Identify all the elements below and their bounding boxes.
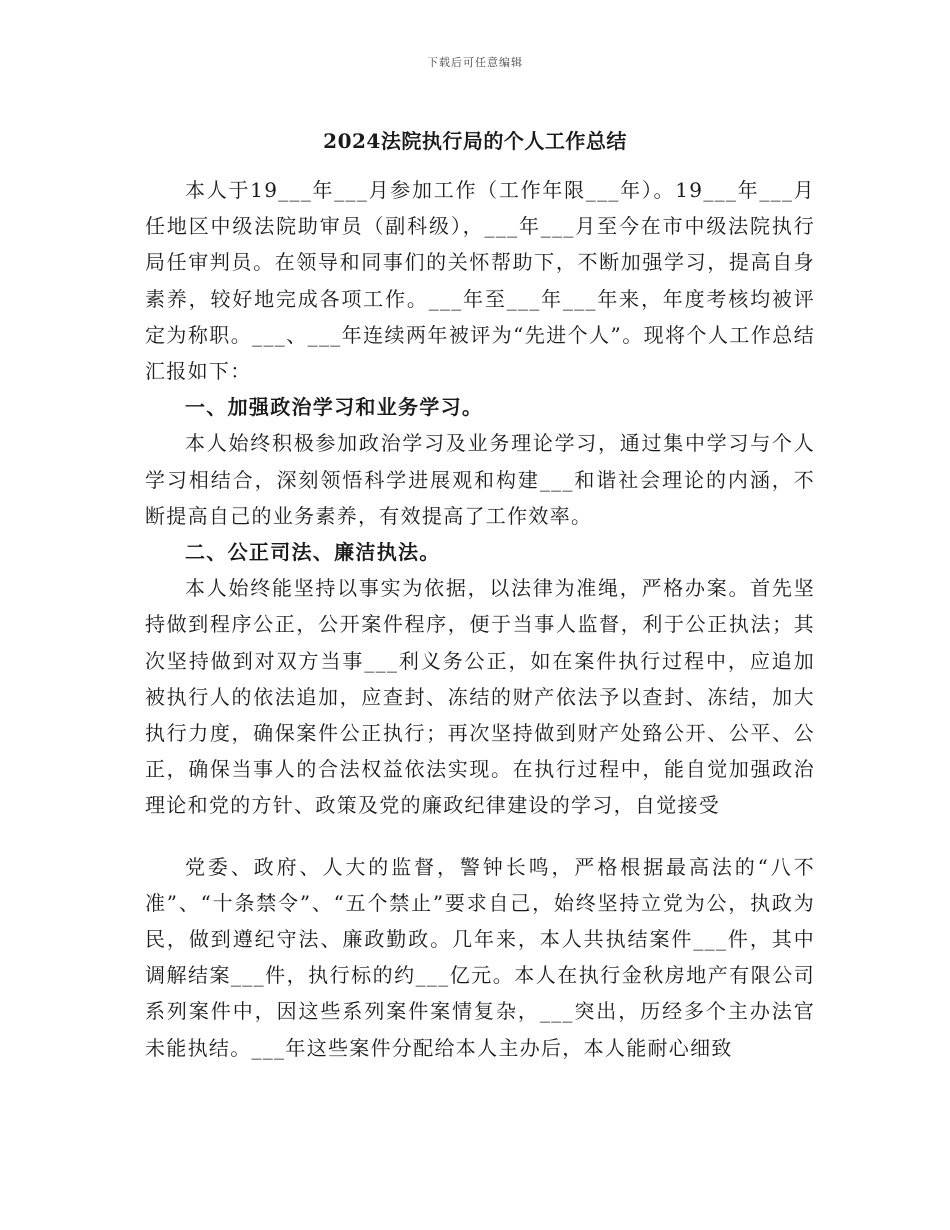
paragraph-intro: 本人于19___年___月参加工作（工作年限___年）。19___年___月任地区中级法院助审员（副科级），___年___月至今在市中级法院执行局任审判员。在领导和同事们的关怀帮助下，不断加强学习，提高自身素养，较好地完成各项工作。___年至___年___年来，年度考核均被评定为称职。___、___年连续两年被评为“先进个人”。现将个人工作总结汇报如下： (145, 178, 815, 384)
paragraph-justice: 本人始终能坚持以事实为依据，以法律为准绳，严格办案。首先坚持做到程序公正，公开案件程序，便于当事人监督，利于公正执法；其次坚持做到对双方当事___利义务公正，如在案件执行过程中，应追加被执行人的依法追加，应查封、冻结的财产依法予以查封、冻结，加大执行力度，确保案件公正执行；再次坚持做到财产处臵公开、公平、公正，确保当事人的合法权益依法实现。在执行过程中，能自觉加强政治理论和党的方针、政策及党的廉政纪律建设的学习，自觉接受 (145, 576, 815, 818)
header-note: 下载后可任意编辑 (427, 56, 523, 69)
paragraph-gap (145, 824, 815, 849)
paragraph-supervision: 党委、政府、人大的监督，警钟长鸣，严格根据最高法的“八不准”、“十条禁令”、“五个禁止”要求自己，始终坚持立党为公，执政为民，做到遵纪守法、廉政勤政。几年来，本人共执结案件___件，其中调解结案___件，执行标的约___亿元。本人在执行金秋房地产有限公司系列案件中，因这些系列案件案情复杂，___突出，历经多个主办法官未能执结。___年这些案件分配给本人主办后，本人能耐心细致 (145, 854, 815, 1060)
paragraph-study: 本人始终积极参加政治学习及业务理论学习，通过集中学习与个人学习相结合，深刻领悟科学进展观和构建___和谐社会理论的内涵，不断提高自己的业务素养，有效提高了工作效率。 (145, 431, 815, 528)
document-title: 2024法院执行局的个人工作总结 (323, 129, 627, 153)
document-body (145, 172, 815, 1066)
section-heading-1: 一、加强政治学习和业务学习。 (185, 395, 484, 420)
section-heading-2: 二、公正司法、廉洁执法。 (185, 540, 441, 565)
